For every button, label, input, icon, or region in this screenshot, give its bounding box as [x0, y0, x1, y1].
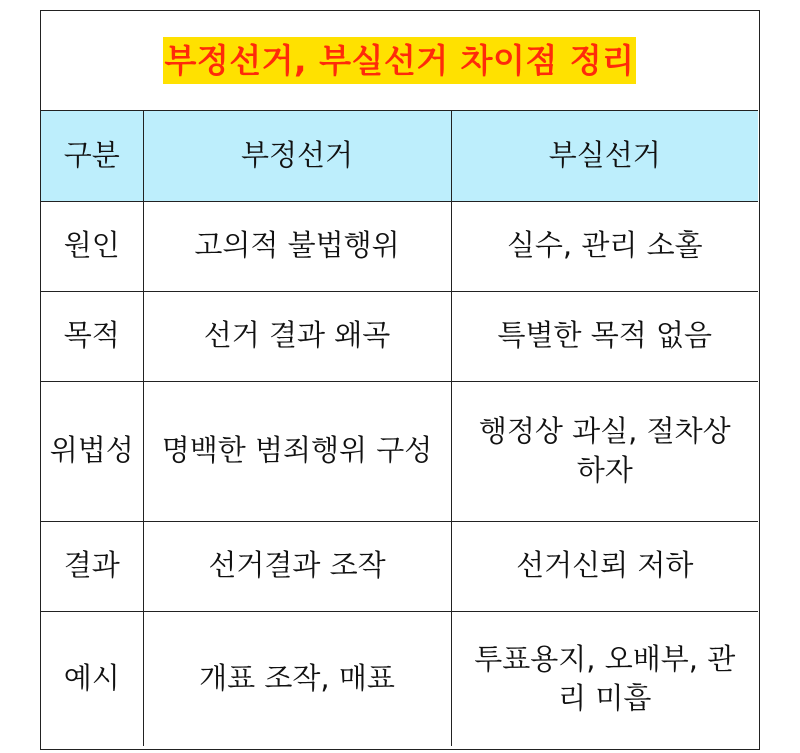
- header-row: [41, 111, 758, 201]
- cell-poorly-managed: 선거신뢰 저하: [451, 521, 758, 611]
- row-label-result: 결과: [41, 521, 143, 611]
- table-row: [41, 201, 758, 291]
- cell-poorly-managed: 실수, 관리 소홀: [451, 201, 758, 291]
- comparison-table: [41, 111, 758, 746]
- title-row: [41, 11, 758, 111]
- row-label-purpose: 목적: [41, 291, 143, 381]
- table-row: [41, 381, 758, 521]
- cell-poorly-managed: 투표용지, 오배부, 관리 미흡: [451, 611, 758, 746]
- cell-poorly-managed: 행정상 과실, 절차상 하자: [451, 381, 758, 521]
- table-row: [41, 291, 758, 381]
- cell-fraudulent: 고의적 불법행위: [143, 201, 451, 291]
- row-label-example: 예시: [41, 611, 143, 746]
- cell-fraudulent: 개표 조작, 매표: [143, 611, 451, 746]
- row-label-cause: 원인: [41, 201, 143, 291]
- table-title: 부정선거, 부실선거 차이점 정리: [163, 37, 637, 85]
- header-poorly-managed-election: 부실선거: [451, 111, 758, 201]
- cell-poorly-managed: 특별한 목적 없음: [451, 291, 758, 381]
- row-label-illegality: 위법성: [41, 381, 143, 521]
- header-fraudulent-election: 부정선거: [143, 111, 451, 201]
- cell-fraudulent: 선거 결과 왜곡: [143, 291, 451, 381]
- header-category: 구분: [41, 111, 143, 201]
- table-row: [41, 521, 758, 611]
- comparison-table-frame: [40, 10, 760, 750]
- cell-fraudulent: 명백한 범죄행위 구성: [143, 381, 451, 521]
- table-row: [41, 611, 758, 746]
- cell-fraudulent: 선거결과 조작: [143, 521, 451, 611]
